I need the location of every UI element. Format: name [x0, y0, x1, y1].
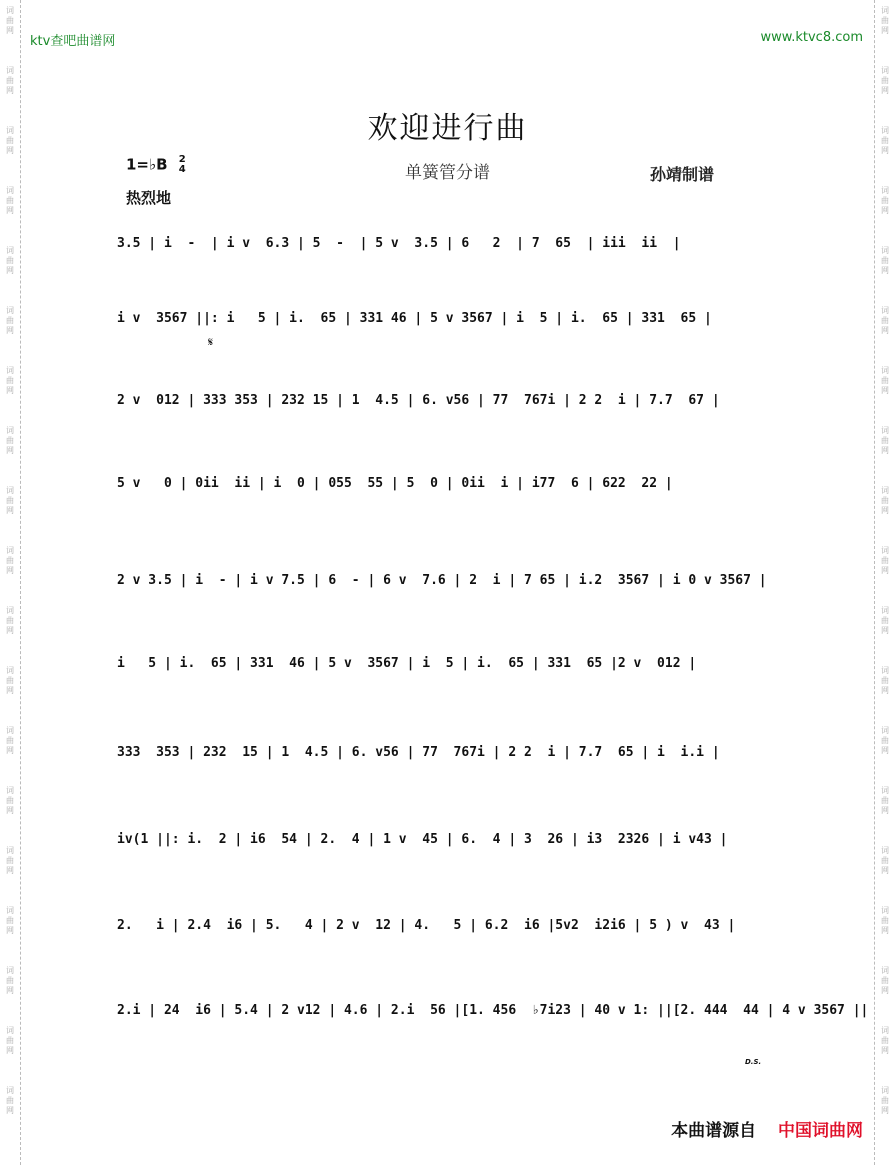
margin-mark: 词 曲 网 — [881, 306, 889, 335]
score-line — [117, 656, 767, 686]
score-line-text: 333 353 | 232 15 | 1 4.5 | 6. v56 | 77 767i | 2 2 i | 7.7 65 | i i.i | — [117, 745, 720, 760]
margin-mark: 词 曲 网 — [6, 126, 14, 155]
footer — [671, 1116, 863, 1141]
score-line-text: iv(1 ||: i. 2 | i6 54 | 2. 4 | 1 v 45 | 6. 4 | 3 26 | i3 2326 | i v43 | — [117, 832, 728, 847]
time-signature — [179, 155, 186, 175]
margin-mark: 词 曲 网 — [881, 246, 889, 275]
margin-mark: 词 曲 网 — [881, 666, 889, 695]
score-line — [117, 573, 767, 603]
footer-source-site[interactable]: 中国词曲网 — [778, 1121, 863, 1141]
score-line — [117, 1003, 869, 1033]
margin-mark: 词 曲 网 — [6, 6, 14, 35]
score-line-text: 3.5 | i - | i v 6.3 | 5 - | 5 v 3.5 | 6 2 | 7 65 | iii ii | — [117, 236, 681, 251]
score-line-text: i 5 | i. 65 | 331 46 | 5 v 3567 | i 5 | i. 65 | 331 65 |2 v 012 | — [117, 656, 697, 671]
score-line-text: 2. i | 2.4 i6 | 5. 4 | 2 v 12 | 4. 5 | 6.2 i6 |5v2 i2i6 | 5 ) v 43 | — [117, 918, 736, 933]
margin-mark: 词 曲 网 — [881, 1086, 889, 1115]
margin-mark: 词 曲 网 — [6, 486, 14, 515]
margin-mark: 词 曲 网 — [881, 186, 889, 215]
margin-mark: 词 曲 网 — [881, 546, 889, 575]
score-line-text: 5 v 0 | 0ii ii | i 0 | 055 55 | 5 0 | 0ii i | i77 6 | 622 22 | — [117, 476, 673, 491]
margin-mark: 词 曲 网 — [6, 546, 14, 575]
margin-mark: 词 曲 网 — [6, 66, 14, 95]
margin-mark: 词 曲 网 — [6, 306, 14, 335]
margin-mark: 词 曲 网 — [6, 906, 14, 935]
margin-mark: 词 曲 网 — [881, 606, 889, 635]
margin-mark: 词 曲 网 — [6, 246, 14, 275]
score-title: 欢迎进行曲 — [367, 111, 528, 146]
score-line — [117, 476, 767, 506]
margin-mark: 词 曲 网 — [881, 486, 889, 515]
ds-marking: D.S. — [745, 1058, 762, 1066]
margin-mark: 词 曲 网 — [6, 186, 14, 215]
margin-mark: 词 曲 网 — [881, 366, 889, 395]
margin-mark: 词 曲 网 — [881, 966, 889, 995]
footer-source-label: 本曲谱源自 — [671, 1121, 757, 1141]
key-signature — [126, 155, 186, 175]
margin-mark: 词 曲 网 — [6, 726, 14, 755]
margin-mark: 词 曲 网 — [881, 786, 889, 815]
margin-mark: 词 曲 网 — [6, 966, 14, 995]
score-line — [117, 311, 767, 341]
segno-mark: 𝄋 — [208, 335, 214, 349]
score-line-text: 2.i | 24 i6 | 5.4 | 2 v12 | 4.6 | 2.i 56 |[1. 456 ♭7i23 | 40 v 1: ||[2. 444 44 | 4 v 3567 || — [117, 1003, 869, 1018]
margin-mark: 词 曲 网 — [6, 366, 14, 395]
margin-mark: 词 曲 网 — [881, 426, 889, 455]
margin-mark: 词 曲 网 — [881, 6, 889, 35]
tempo-marking: 热烈地 — [126, 189, 172, 207]
margin-mark: 词 曲 网 — [881, 906, 889, 935]
margin-mark: 词 曲 网 — [6, 666, 14, 695]
margin-mark: 词 曲 网 — [6, 606, 14, 635]
score-author: 孙靖制谱 — [650, 165, 715, 184]
score-line — [117, 745, 767, 775]
margin-mark: 词 曲 网 — [881, 66, 889, 95]
score-line-text: 2 v 3.5 | i - | i v 7.5 | 6 - | 6 v 7.6 | 2 i | 7 65 | i.2 3567 | i 0 v 3567 | — [117, 573, 767, 588]
margin-mark: 词 曲 网 — [6, 846, 14, 875]
header-right-site[interactable]: www.ktvc8.com — [760, 30, 863, 45]
time-top: 2 — [178, 154, 186, 165]
margin-mark: 词 曲 网 — [6, 786, 14, 815]
score-line — [117, 832, 767, 862]
score-line — [117, 393, 767, 423]
margin-mark: 词 曲 网 — [6, 1026, 14, 1055]
margin-mark: 词 曲 网 — [881, 846, 889, 875]
key-text: 1=♭B — [126, 155, 168, 174]
margin-mark: 词 曲 网 — [881, 726, 889, 755]
score-line — [117, 236, 767, 266]
margin-mark: 词 曲 网 — [881, 1026, 889, 1055]
score-line-text: i v 3567 ||: i 5 | i. 65 | 331 46 | 5 v 3567 | i 5 | i. 65 | 331 65 | — [117, 311, 712, 326]
header-left-site[interactable]: ktv查吧曲谱网 — [30, 34, 116, 49]
score-line-text: 2 v 012 | 333 353 | 232 15 | 1 4.5 | 6. v56 | 77 767i | 2 2 i | 7.7 67 | — [117, 393, 720, 408]
score-line — [117, 918, 767, 948]
time-bottom: 4 — [178, 164, 186, 175]
margin-mark: 词 曲 网 — [6, 426, 14, 455]
margin-mark: 词 曲 网 — [6, 1086, 14, 1115]
margin-mark: 词 曲 网 — [881, 126, 889, 155]
score-subtitle: 单簧管分谱 — [405, 163, 490, 183]
